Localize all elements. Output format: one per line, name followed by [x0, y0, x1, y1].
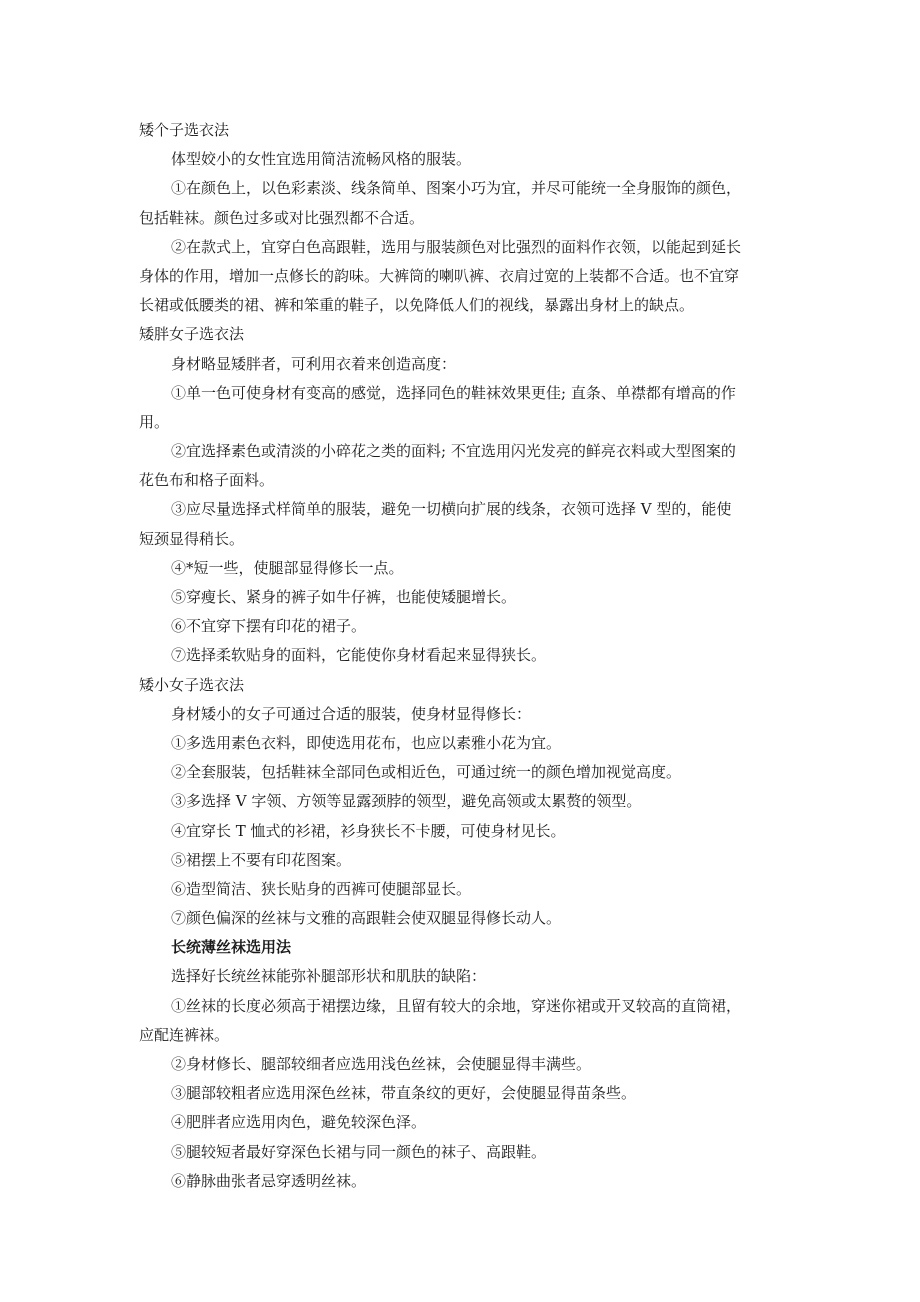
paragraph-line: 花色布和格子面料。	[139, 471, 275, 490]
paragraph-line: 长裙或低腰类的裙、裤和笨重的鞋子，以免降低人们的视线，暴露出身材上的缺点。	[139, 296, 695, 315]
paragraph-line: ②宜选择素色或清淡的小碎花之类的面料; 不宜选用闪光发亮的鲜亮衣料或大型图案的	[171, 442, 736, 461]
paragraph-line: ①多选用素色衣料，即使选用花布，也应以素雅小花为宜。	[171, 733, 562, 752]
paragraph-line: ⑥造型简洁、狭长贴身的西裤可使腿部显长。	[171, 879, 472, 898]
paragraph-line: ①单一色可使身材有变高的感觉，选择同色的鞋袜效果更佳; 直条、单襟都有增高的作	[171, 383, 736, 402]
section-heading: 矮胖女子选衣法	[139, 325, 245, 344]
paragraph-line: ②全套服装，包括鞋袜全部同色或相近色，可通过统一的颜色增加视觉高度。	[171, 763, 682, 782]
paragraph-line: 应配连裤袜。	[139, 1025, 230, 1044]
paragraph-line: ②身材修长、腿部较细者应选用浅色丝袜，会使腿显得丰满些。	[171, 1055, 592, 1073]
paragraph-line: ①在颜色上，以色彩素淡、线条简单、图案小巧为宜，并尽可能统一全身服饰的颜色，	[171, 179, 742, 198]
section-heading: 矮个子选衣法	[139, 121, 230, 139]
paragraph-line: 用。	[139, 412, 170, 431]
paragraph-line: 包括鞋袜。颜色过多或对比强烈都不合适。	[139, 208, 425, 227]
paragraph-line: ①丝袜的长度必须高于裙摆边缘，且留有较大的余地，穿迷你裙或开叉较高的直筒裙，	[171, 996, 742, 1015]
paragraph-line: ⑦选择柔软贴身的面料，它能使你身材看起来显得狭长。	[171, 646, 547, 665]
paragraph-line: ③应尽量选择式样简单的服装，避免一切横向扩展的线条，衣领可选择 V 型的，能使	[171, 500, 732, 519]
section-heading: 矮小女子选衣法	[139, 675, 245, 694]
paragraph-line: ③腿部较粗者应选用深色丝袜，带直条纹的更好，会使腿显得苗条些。	[171, 1084, 637, 1103]
paragraph-line: ⑦颜色偏深的丝袜与文雅的高跟鞋会使双腿显得修长动人。	[171, 909, 562, 928]
paragraph-line: ③多选择 V 字领、方领等显露颈脖的领型，避免高领或太累赘的领型。	[171, 792, 642, 811]
paragraph-line: 身材略显矮胖者，可利用衣着来创造高度：	[171, 354, 457, 373]
paragraph-line: 体型姣小的女性宜选用简洁流畅风格的服装。	[171, 150, 472, 169]
document-page	[0, 116, 920, 1196]
paragraph-line: 选择好长统丝袜能弥补腿部形状和肌肤的缺陷：	[171, 967, 487, 986]
paragraph-line: ④肥胖者应选用肉色，避免较深色泽。	[171, 1113, 427, 1132]
paragraph-line: ⑤穿瘦长、紧身的裤子如牛仔裤，也能使矮腿增长。	[171, 588, 517, 606]
paragraph-line: ⑤裙摆上不要有印花图案。	[171, 850, 352, 869]
paragraph-line: ⑥不宜穿下摆有印花的裙子。	[171, 617, 367, 636]
paragraph-line: ④宜穿长 T 恤式的衫裙，衫身狭长不卡腰，可使身材见长。	[171, 821, 566, 840]
paragraph-line: ⑤腿较短者最好穿深色长裙与同一颜色的袜子、高跟鞋。	[171, 1142, 547, 1161]
paragraph-line: 身体的作用，增加一点修长的韵味。大裤筒的喇叭裤、衣肩过宽的上装都不合适。也不宜穿	[139, 266, 740, 285]
paragraph-line: ②在款式上，宜穿白色高跟鞋，选用与服装颜色对比强烈的面料作衣领，以能起到延长	[171, 237, 742, 256]
paragraph-line: 短颈显得稍长。	[139, 529, 245, 548]
paragraph-line: ⑥静脉曲张者忌穿透明丝袜。	[171, 1171, 367, 1190]
section-heading-bold: 长统薄丝袜选用法	[171, 938, 292, 957]
paragraph-line: ④*短一些，使腿部显得修长一点。	[171, 558, 404, 577]
paragraph-line: 身材矮小的女子可通过合适的服装，使身材显得修长：	[171, 704, 532, 723]
